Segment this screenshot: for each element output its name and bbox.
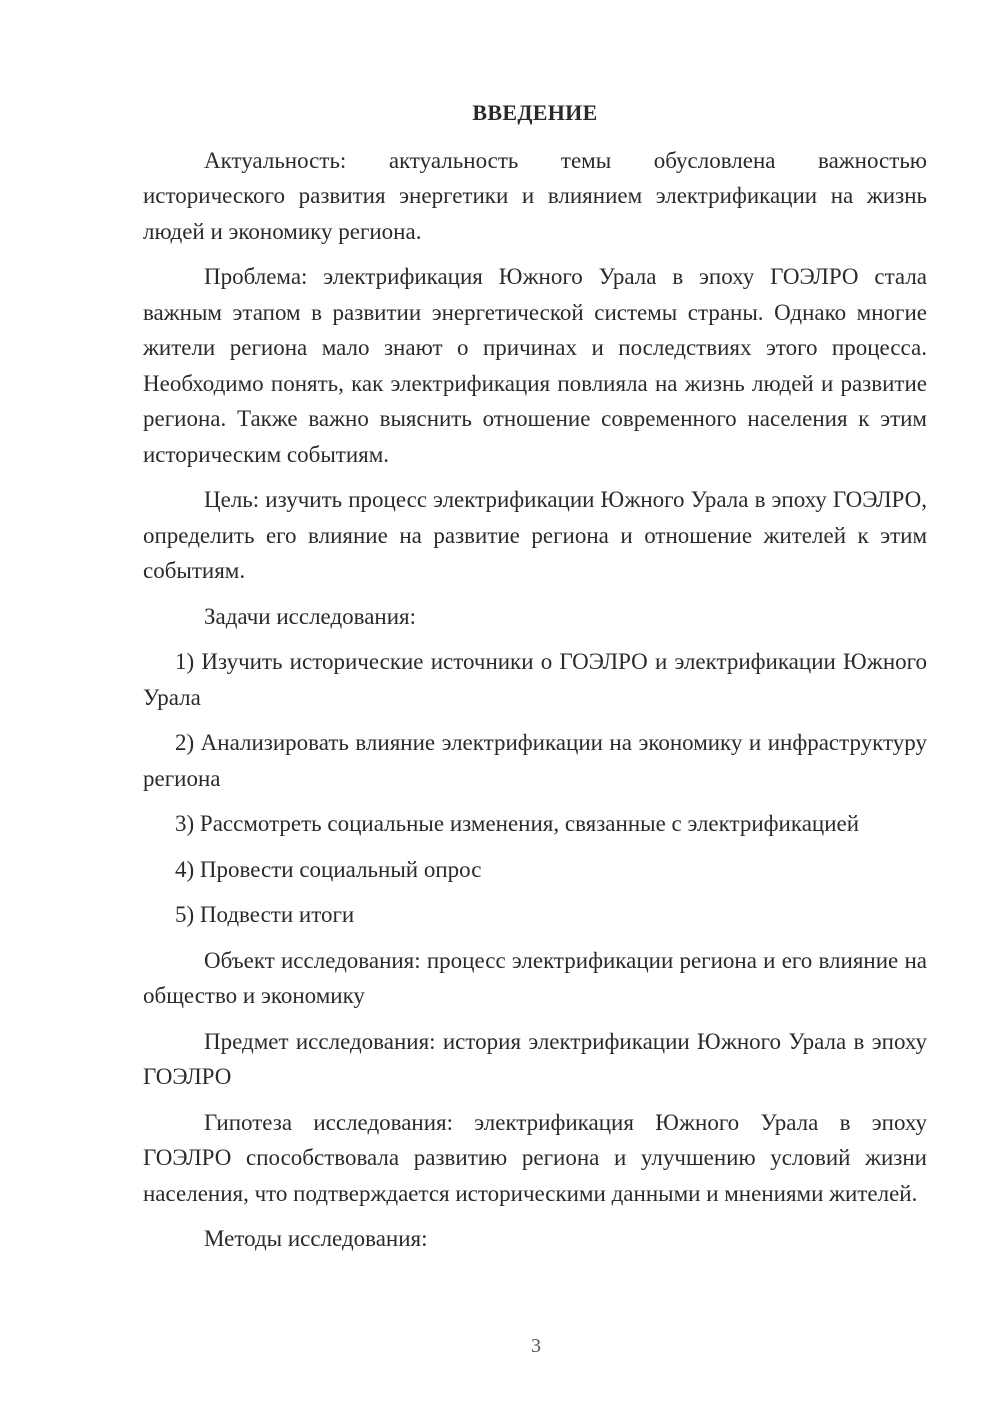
task-item: 4) Провести социальный опрос (175, 856, 482, 882)
page-number: 3 (531, 1335, 541, 1357)
paragraph-problem: Проблема: электрификация Южного Урала в эпоху ГОЭЛРО стала важным этапом в развитии энергетической системы страны. Однако многие жители региона мало знают о причинах и последствиях этого процесса. Необходимо понять, как электрификация повлияла на жизнь людей и развитие региона. Также важно выяснить отношение современного населения к этим историческим событиям. (143, 264, 927, 467)
paragraph-subject: Предмет исследования: история электрификации Южного Урала в эпоху ГОЭЛРО (143, 1028, 927, 1089)
paragraph-object: Объект исследования: процесс электрификации региона и его влияние на общество и экономику (143, 947, 927, 1008)
page-content (143, 95, 927, 1267)
paragraph-hypothesis: Гипотеза исследования: электрификация Южного Урала в эпоху ГОЭЛРО способствовала развитию региона и улучшению условий жизни населения, что подтверждается историческими данными и мнениями жителей. (143, 1109, 927, 1206)
tasks-title: Задачи исследования: (204, 603, 417, 629)
paragraph-relevance: Актуальность: актуальность темы обусловлена важностью исторического развития энергетики и влиянием электрификации на жизнь людей и экономику региона. (143, 147, 927, 244)
task-item: 5) Подвести итоги (175, 902, 355, 927)
methods-title: Методы исследования: (204, 1226, 428, 1251)
task-item: 2) Анализировать влияние электрификации на экономику и инфраструктуру региона (143, 730, 927, 791)
task-item: 3) Рассмотреть социальные изменения, связанные с электрификацией (175, 811, 860, 836)
paragraph-goal: Цель: изучить процесс электрификации Южного Урала в эпоху ГОЭЛРО, определить его влияние на развитие региона и отношение жителей к этим событиям. (143, 487, 927, 583)
section-heading: ВВЕДЕНИЕ (472, 100, 598, 125)
task-item: 1) Изучить исторические источники о ГОЭЛРО и электрификации Южного Урала (143, 649, 927, 710)
